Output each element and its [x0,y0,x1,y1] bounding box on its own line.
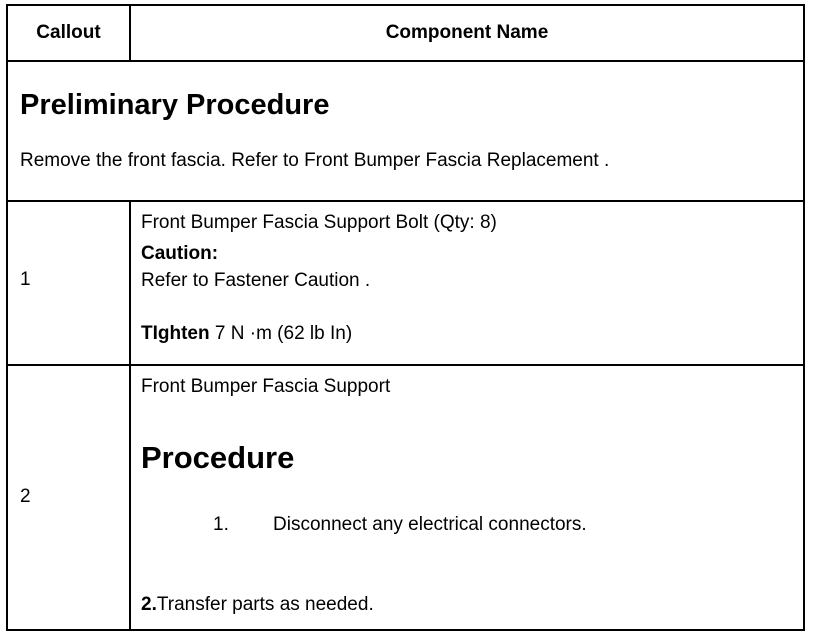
caution-label: Caution: [141,243,219,264]
preliminary-procedure-text: Remove the front fascia. Refer to Front Bumper Fascia Replacement . [20,150,610,171]
step-2 [141,594,374,616]
tighten-value: 7 N ·m (62 lb In) [214,323,353,344]
table-header-row [8,6,803,62]
tighten-spec [141,323,352,345]
step-number: 2. [141,594,157,615]
step-text: Disconnect any electrical connectors. [273,514,587,535]
table-row [8,202,803,366]
component-name: Front Bumper Fascia Support Bolt (Qty: 8) [141,212,497,233]
component-name: Front Bumper Fascia Support [141,376,391,397]
preliminary-procedure-title: Preliminary Procedure [20,89,330,121]
tighten-label: TIghten [141,323,210,344]
component-name-column-header: Component Name [385,22,549,43]
callout-column-header: Callout [36,22,101,43]
step-number: 1. [213,514,229,535]
procedure-title: Procedure [141,440,295,475]
callout-number: 1 [20,269,31,290]
step-text: Transfer parts as needed. [156,594,374,615]
preliminary-procedure-row [8,62,803,202]
table-row [8,366,803,629]
callout-number: 2 [20,486,31,507]
procedure-table [6,4,805,631]
caution-text: Refer to Fastener Caution . [141,270,371,291]
